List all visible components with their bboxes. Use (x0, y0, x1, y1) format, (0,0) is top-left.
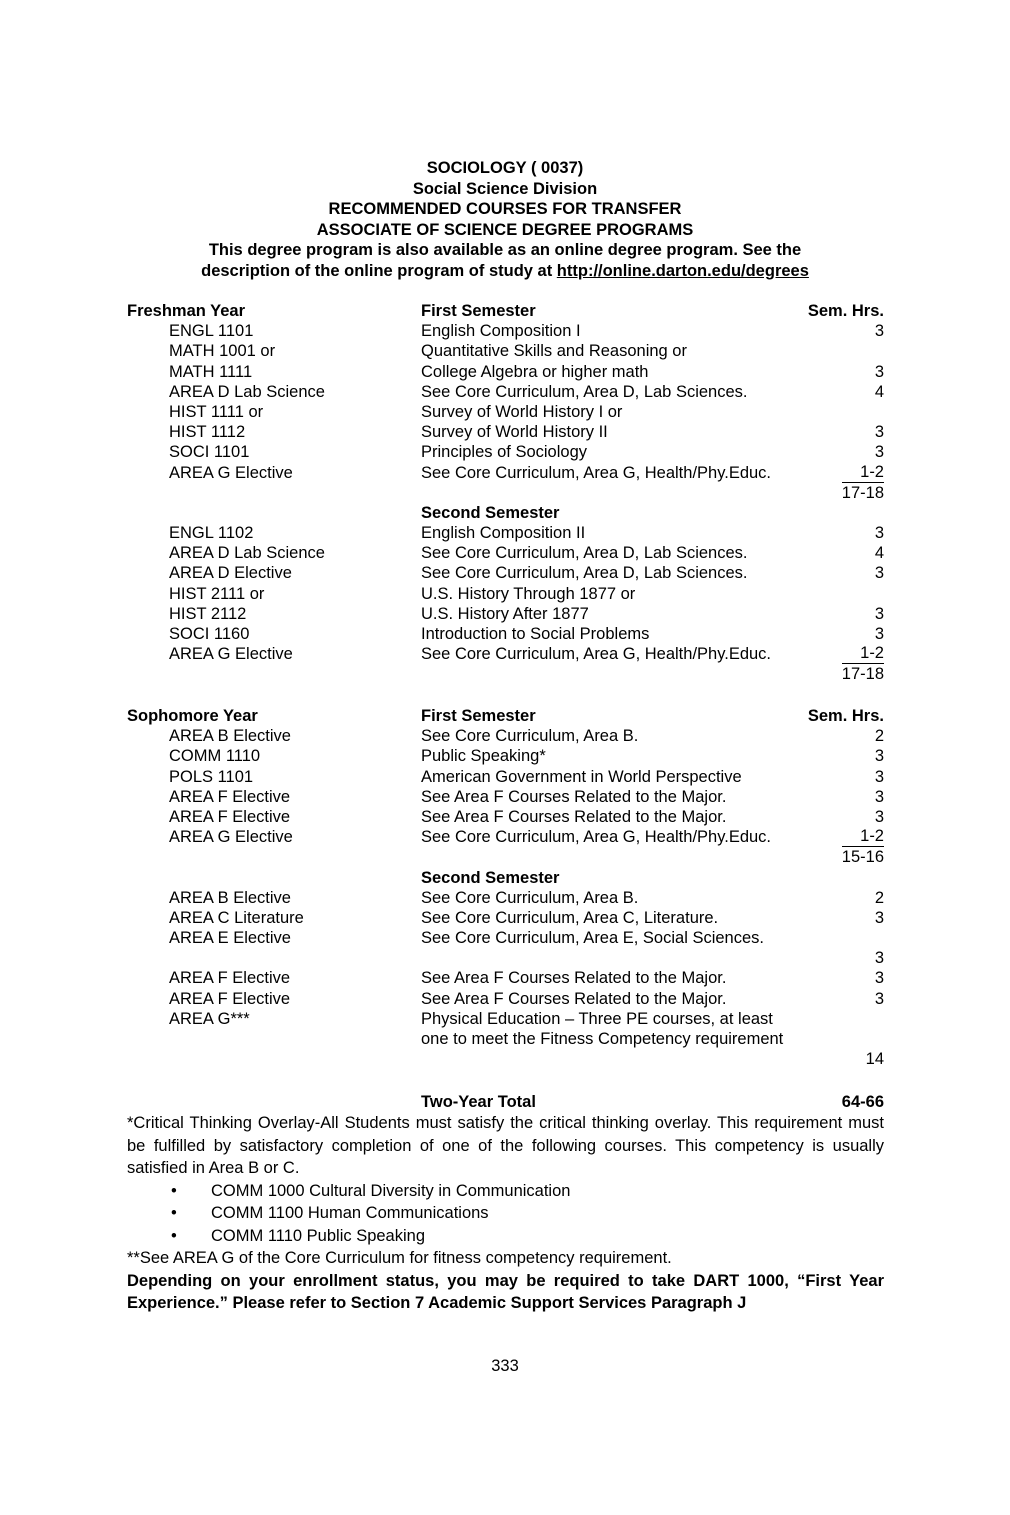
online-note-line2 (150, 261, 860, 282)
dart-note: Depending on your enrollment status, you may be required to take DART 1000, “First Year Experience.” Please refer to Section 7 Academic Support Services Paragraph J (127, 1271, 884, 1312)
course-row (127, 563, 884, 583)
course-code: ENGL 1102 (169, 524, 254, 543)
course-row (127, 624, 884, 644)
course-row (127, 928, 884, 948)
semester-label: First Semester (421, 302, 536, 320)
course-hours: 3 (874, 989, 884, 1008)
course-title: Physical Education – Three PE courses, at least (421, 1009, 773, 1028)
notes-section (127, 1112, 884, 1315)
course-code: AREA G Elective (169, 463, 293, 482)
document-header (150, 158, 860, 281)
course-row (127, 442, 884, 462)
course-code: MATH 1001 or (169, 342, 276, 361)
sophomore-header-row (127, 706, 884, 726)
course-title: See Area F Courses Related to the Major. (421, 807, 727, 826)
course-row (127, 543, 884, 563)
course-title: English Composition II (421, 524, 586, 543)
year-label: Freshman Year (127, 302, 246, 320)
semester-label: Second Semester (421, 868, 560, 887)
course-row (127, 604, 884, 624)
course-title: See Area F Courses Related to the Major. (421, 969, 727, 988)
semester-total: 14 (865, 1050, 884, 1069)
course-hours: 3 (874, 564, 884, 583)
course-code: AREA C Literature (169, 908, 304, 927)
two-year-total-row (127, 1092, 884, 1112)
course-row (127, 989, 884, 1009)
course-code: AREA G Elective (169, 828, 293, 847)
course-row (127, 827, 884, 847)
course-title: See Area F Courses Related to the Major. (421, 787, 727, 806)
course-code: AREA F Elective (169, 969, 291, 988)
semester-total: 15-16 (841, 848, 884, 867)
course-hours: 3 (874, 423, 884, 442)
recommended-heading: RECOMMENDED COURSES FOR TRANSFER (328, 200, 682, 218)
course-row (127, 382, 884, 402)
course-row (127, 422, 884, 442)
course-row (127, 948, 884, 968)
course-code: POLS 1101 (169, 767, 254, 786)
year-label: Sophomore Year (127, 707, 258, 725)
course-hours: 3 (874, 969, 884, 988)
course-row (127, 463, 884, 483)
semester-total: 17-18 (841, 483, 884, 502)
division-name: Social Science Division (412, 179, 598, 198)
course-list (127, 321, 884, 483)
course-code: SOCI 1160 (169, 625, 250, 643)
course-title: U.S. History After 1877 (421, 604, 589, 623)
sophomore-year-section (127, 706, 884, 1069)
course-title: See Core Curriculum, Area G, Health/Phy.Educ. (421, 463, 772, 482)
course-title: See Core Curriculum, Area G, Health/Phy.Educ. (421, 645, 772, 664)
course-hours: 3 (874, 767, 884, 786)
course-title: Public Speaking* (421, 747, 546, 766)
course-code: AREA E Elective (169, 929, 291, 948)
course-title: U.S. History Through 1877 or (421, 584, 636, 603)
course-code: AREA D Elective (169, 564, 292, 583)
course-code: ENGL 1101 (169, 322, 254, 341)
semester-total-row (127, 664, 884, 684)
bullet-text: COMM 1100 Human Communications (211, 1204, 489, 1222)
semester-label: First Semester (421, 707, 536, 725)
course-title: See Core Curriculum, Area D, Lab Sciences. (421, 544, 748, 563)
bullet-item (127, 1202, 884, 1225)
course-code: AREA D Lab Science (169, 382, 325, 401)
online-note-text: description of the online program of study at (201, 261, 557, 280)
course-code: HIST 1111 or (169, 402, 264, 421)
course-code: AREA F Elective (169, 989, 291, 1008)
course-row (127, 726, 884, 746)
course-row (127, 1009, 884, 1029)
sem-hrs-label: Sem. Hrs. (807, 707, 884, 725)
course-code: AREA F Elective (169, 787, 291, 806)
course-code: AREA G Elective (169, 645, 293, 664)
course-row (127, 746, 884, 766)
course-hours: 3 (874, 322, 884, 341)
course-list (127, 523, 884, 664)
semester-total-row (127, 483, 884, 503)
course-hours: 2 (874, 727, 884, 746)
course-hours: 3 (874, 787, 884, 806)
course-title: See Core Curriculum, Area B. (421, 727, 639, 746)
course-row (127, 644, 884, 664)
course-hours: 3 (874, 949, 884, 968)
course-title: See Core Curriculum, Area C, Literature. (421, 908, 719, 927)
course-code: HIST 2112 (169, 604, 247, 623)
two-year-total-section (127, 1092, 884, 1112)
course-list (127, 726, 884, 847)
course-code: AREA F Elective (169, 807, 291, 826)
course-title: Quantitative Skills and Reasoning or (421, 342, 687, 361)
course-title: English Composition I (421, 322, 581, 341)
course-row (127, 787, 884, 807)
course-title: one to meet the Fitness Competency requirement (421, 1030, 784, 1048)
course-hours: 3 (874, 625, 884, 643)
course-row (127, 584, 884, 604)
course-hours: 3 (874, 747, 884, 766)
course-code: AREA G*** (169, 1009, 250, 1028)
course-hours: 3 (874, 604, 884, 623)
course-row (127, 402, 884, 422)
sem-hrs-label: Sem. Hrs. (807, 302, 884, 320)
course-row (127, 968, 884, 988)
semester-label: Second Semester (421, 503, 560, 522)
bullet-item (127, 1225, 884, 1248)
course-code: AREA D Lab Science (169, 544, 325, 563)
online-degrees-link[interactable]: http://online.darton.edu/degrees (556, 261, 809, 280)
course-hours: 3 (874, 807, 884, 826)
freshman-header-row (127, 301, 884, 321)
critical-thinking-note: *Critical Thinking Overlay-All Students must satisfy the critical thinking overlay. This requirement must be fulfilled by satisfactory completion of one of the following courses. This competency is usually satisfied in Area B or C. (127, 1114, 884, 1177)
freshman-year-section (127, 301, 884, 685)
course-title: College Algebra or higher math (421, 362, 649, 381)
course-title: American Government in World Perspective (421, 767, 742, 786)
course-title: See Core Curriculum, Area D, Lab Sciences. (421, 564, 748, 583)
course-title: See Area F Courses Related to the Major. (421, 989, 727, 1008)
course-hours: 3 (874, 362, 884, 381)
course-hours: 3 (874, 524, 884, 543)
course-hours: 1-2 (842, 644, 884, 664)
course-title: See Core Curriculum, Area B. (421, 888, 639, 907)
course-row (127, 807, 884, 827)
course-title: See Core Curriculum, Area D, Lab Sciences. (421, 382, 748, 401)
two-year-total-label: Two-Year Total (421, 1093, 536, 1111)
course-code: HIST 2111 or (169, 584, 265, 603)
second-semester-row (127, 868, 884, 888)
bullet-item (127, 1180, 884, 1203)
course-hours: 4 (874, 382, 884, 401)
course-row (127, 908, 884, 928)
semester-total-row (127, 1049, 884, 1069)
second-semester-row (127, 503, 884, 523)
online-note: This degree program is also available as an online degree program. See the (208, 241, 802, 259)
course-title: Introduction to Social Problems (421, 625, 650, 643)
program-title: SOCIOLOGY ( 0037) (426, 159, 584, 177)
degree-heading: ASSOCIATE OF SCIENCE DEGREE PROGRAMS (316, 220, 694, 239)
course-hours: 1-2 (842, 827, 884, 847)
course-hours: 3 (874, 443, 884, 462)
fitness-note: **See AREA G of the Core Curriculum for fitness competency requirement. (127, 1249, 672, 1267)
course-code: COMM 1110 (169, 747, 261, 766)
semester-total: 17-18 (841, 665, 884, 684)
bullet-icon: • (171, 1181, 177, 1200)
course-row (127, 767, 884, 787)
course-code: MATH 1111 (169, 362, 253, 381)
bullet-text: COMM 1000 Cultural Diversity in Communication (211, 1181, 571, 1200)
course-list (127, 888, 884, 1050)
course-row (127, 523, 884, 543)
page-number: 333 (491, 1357, 519, 1375)
course-title: Principles of Sociology (421, 443, 587, 462)
semester-total-row (127, 847, 884, 867)
course-title: Survey of World History I or (421, 402, 623, 421)
course-title: See Core Curriculum, Area G, Health/Phy.Educ. (421, 828, 772, 847)
course-title: See Core Curriculum, Area E, Social Sciences. (421, 929, 764, 948)
two-year-total-value: 64-66 (841, 1093, 884, 1111)
bullet-icon: • (171, 1204, 177, 1222)
course-hours: 4 (874, 544, 884, 563)
course-row (127, 888, 884, 908)
bullet-text: COMM 1110 Public Speaking (211, 1226, 425, 1245)
course-title: Survey of World History II (421, 423, 608, 442)
course-code: HIST 1112 (169, 423, 246, 442)
course-code: AREA B Elective (169, 888, 291, 907)
course-code: SOCI 1101 (169, 443, 250, 462)
course-hours: 2 (874, 888, 884, 907)
bullet-icon: • (171, 1226, 177, 1245)
course-hours: 1-2 (842, 463, 884, 483)
course-code: AREA B Elective (169, 727, 291, 746)
course-row (127, 341, 884, 361)
course-hours: 3 (874, 908, 884, 927)
course-row (127, 362, 884, 382)
course-row (127, 1029, 884, 1049)
course-row (127, 321, 884, 341)
